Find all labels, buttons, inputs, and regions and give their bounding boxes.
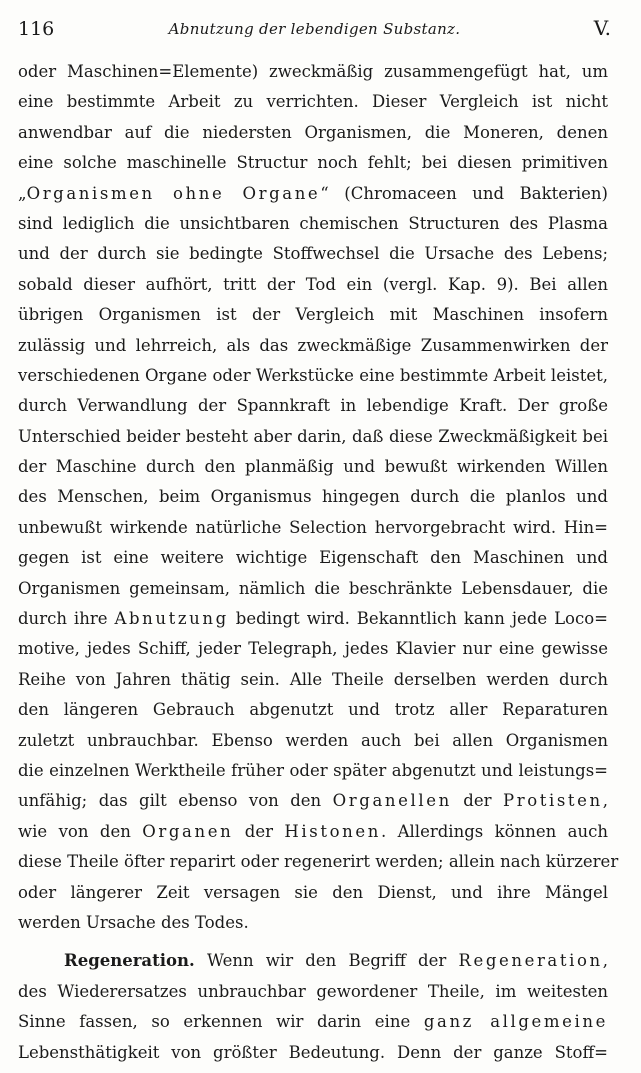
spaced-emphasis: Organen: [142, 821, 234, 841]
text-line: eine solche maschinelle Structur noch fehlt; bei diesen primitiven: [18, 153, 608, 173]
paragraph-regeneration: [18, 946, 608, 1068]
section-heading: Regeneration.: [64, 951, 195, 971]
page-header: [18, 14, 611, 46]
text-line: durch ihre Abnutzung bedingt wird. Bekanntlich kann jede Loco=: [18, 609, 608, 629]
text-line: Organismen gemeinsam, nämlich die beschränkte Lebensdauer, die: [18, 578, 608, 598]
text-line: diese Theile öfter reparirt oder regenerirt werden; allein nach kürzerer: [18, 852, 619, 872]
page-number: 116: [18, 18, 55, 40]
text-line: sobald dieser aufhört, tritt der Tod ein (vergl. Kap. 9). Bei allen: [18, 274, 608, 294]
text-line: oder längerer Zeit versagen sie den Dienst, und ihre Mängel: [18, 882, 608, 902]
text-line: oder Maschinen=Elemente) zweckmäßig zusammengefügt hat, um: [18, 62, 608, 81]
text-line: und der durch sie bedingte Stoffwechsel die Ursache des Lebens;: [18, 244, 608, 264]
text-line: der Maschine durch den planmäßig und bewußt wirkenden Willen: [18, 457, 608, 477]
text-line: verschiedenen Organe oder Werkstücke eine bestimmte Arbeit leistet,: [18, 365, 608, 385]
text-line: anwendbar auf die niedersten Organismen, die Moneren, denen: [18, 122, 608, 142]
text-line: wie von den Organen der Histonen. Allerdings können auch: [18, 821, 608, 841]
text-line: werden Ursache des Todes.: [18, 912, 249, 932]
text-line: eine bestimmte Arbeit zu verrichten. Dieser Vergleich ist nicht: [18, 92, 608, 112]
spaced-emphasis: Regeneration: [458, 951, 603, 971]
running-title: Abnutzung der lebendigen Substanz.: [168, 20, 461, 38]
text-line: zuletzt unbrauchbar. Ebenso werden auch bei allen Organismen: [18, 730, 608, 750]
text-line: unfähig; das gilt ebenso von den Organellen der Protisten,: [18, 791, 608, 811]
body-text: [18, 57, 619, 1068]
text-line: Regeneration. Wenn wir den Begriff der Regeneration,: [64, 951, 608, 971]
text-line: sind lediglich die unsichtbaren chemischen Structuren des Plasma: [18, 213, 608, 233]
text-line: motive, jedes Schiff, jeder Telegraph, jedes Klavier nur eine gewisse: [18, 639, 608, 659]
spaced-emphasis: ganz allgemeine: [423, 1012, 608, 1032]
text-line: Sinne fassen, so erkennen wir darin eine ganz allgemeine: [18, 1012, 608, 1032]
text-line: des Wiederersatzes unbrauchbar gewordener Theile, im weitesten: [18, 981, 608, 1001]
spaced-emphasis: Organismen ohne Organe: [26, 183, 321, 203]
text-line: gegen ist eine weitere wichtige Eigenschaft den Maschinen und: [18, 548, 608, 568]
text-line: die einzelnen Werktheile früher oder später abgenutzt und leistungs=: [18, 760, 608, 780]
spaced-emphasis: Histonen: [284, 821, 381, 841]
text-line: den längeren Gebrauch abgenutzt und trotz aller Reparaturen: [18, 700, 608, 720]
text-line: Reihe von Jahren thätig sein. Alle Theile derselben werden durch: [18, 669, 608, 689]
text-line: unbewußt wirkende natürliche Selection hervorgebracht wird. Hin=: [18, 517, 608, 537]
text-line: des Menschen, beim Organismus hingegen durch die planlos und: [18, 487, 608, 507]
spaced-emphasis: Abnutzung: [114, 609, 229, 629]
text-line: Lebensthätigkeit von größter Bedeutung. Denn der ganze Stoff=: [18, 1042, 608, 1062]
spaced-emphasis: Organellen: [332, 791, 452, 811]
text-line: Unterschied beider besteht aber darin, daß diese Zweckmäßigkeit bei: [18, 426, 608, 446]
paragraph-abnutzung: [18, 57, 619, 938]
spaced-emphasis: Protisten: [503, 791, 603, 811]
chapter-number: V.: [593, 16, 611, 40]
text-line: durch Verwandlung der Spannkraft in lebendige Kraft. Der große: [18, 396, 608, 416]
text-line: zulässig und lehrreich, als das zweckmäßige Zusammenwirken der: [18, 335, 608, 355]
text-line: „Organismen ohne Organe“ (Chromaceen und Bakterien): [18, 183, 608, 203]
text-line: übrigen Organismen ist der Vergleich mit Maschinen insofern: [18, 305, 608, 325]
